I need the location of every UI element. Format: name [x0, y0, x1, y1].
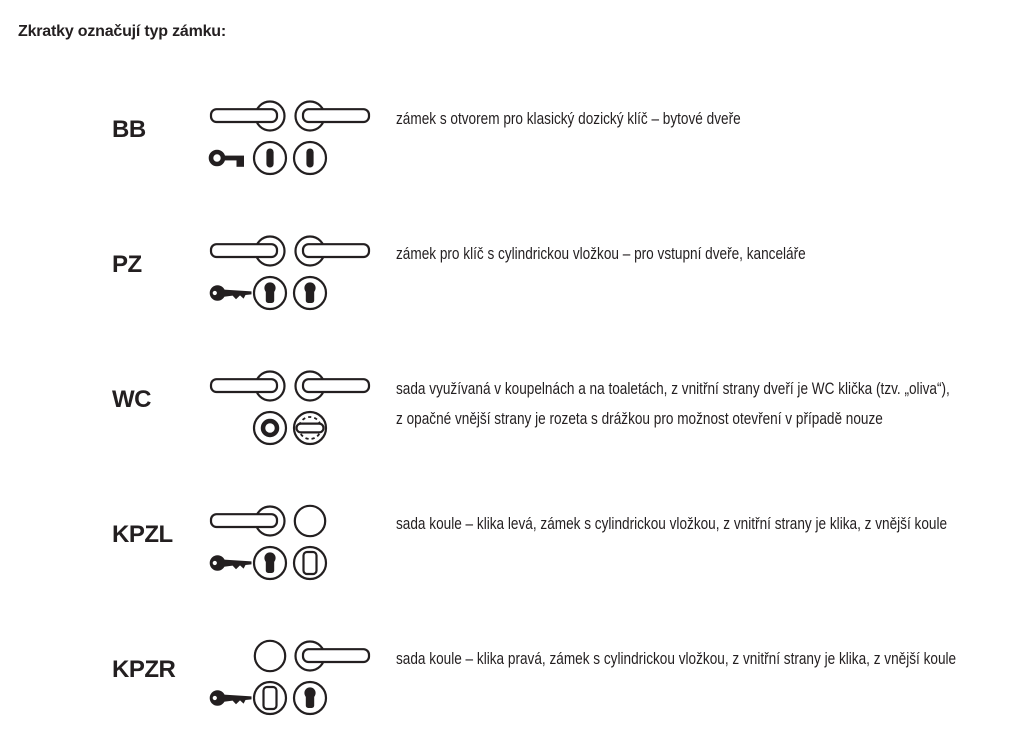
description-line: zámek pro klíč s cylindrickou vložkou – pro vstupní dveře, kanceláře	[396, 244, 806, 263]
lock-type-row	[0, 365, 1011, 450]
lock-type-abbr: KPZR	[112, 656, 176, 683]
pz-keyhole-rosette-icon	[254, 547, 286, 579]
blind-rosette-icon	[254, 682, 286, 714]
description-line: sada koule – klika levá, zámek s cylindrickou vložkou, z vnitřní strany je klika, z vnější koule	[396, 514, 948, 533]
bb-keyhole-rosette-icon	[254, 142, 286, 174]
lock-set-icon	[205, 95, 375, 180]
description-line: zámek s otvorem pro klasický dozický klíč – bytové dveře	[396, 109, 741, 128]
lever-left-handle-icon	[211, 102, 285, 131]
door-knob-icon	[295, 506, 325, 536]
lever-left-handle-icon	[211, 372, 285, 401]
lock-type-row	[0, 635, 1011, 720]
lock-type-description	[396, 104, 741, 134]
lock-type-abbr: BB	[112, 116, 146, 143]
description-line: sada koule – klika pravá, zámek s cylindrickou vložkou, z vnitřní strany je klika, z vnější koule	[396, 649, 957, 668]
description-line: sada využívaná v koupelnách a na toaletách, z vnitřní strany dveří je WC klička (tzv. „oliva“),	[396, 379, 950, 398]
lock-type-description	[396, 239, 806, 269]
lever-right-handle-icon	[296, 102, 370, 131]
cylinder-key-icon	[210, 690, 252, 706]
pz-keyhole-rosette-icon	[254, 277, 286, 309]
blind-rosette-icon	[294, 547, 326, 579]
description-line: z opačné vnější strany je rozeta s drážkou pro možnost otevření v případě nouze	[396, 409, 883, 428]
lock-type-row	[0, 230, 1011, 315]
lock-set-icon	[205, 500, 375, 585]
lock-type-row	[0, 500, 1011, 585]
lock-type-abbr: KPZL	[112, 521, 173, 548]
lock-set-icon	[205, 635, 375, 720]
lock-type-abbr: PZ	[112, 251, 142, 278]
lock-type-description	[396, 509, 947, 539]
lever-right-handle-icon	[296, 372, 370, 401]
cylinder-key-icon	[210, 555, 252, 571]
lock-set-icon	[205, 230, 375, 315]
lever-right-handle-icon	[296, 237, 370, 266]
lock-type-description	[396, 644, 956, 674]
lock-type-row	[0, 95, 1011, 180]
page-title: Zkratky označují typ zámku:	[18, 23, 226, 40]
lever-left-handle-icon	[211, 507, 285, 536]
door-knob-icon	[255, 641, 285, 671]
lever-left-handle-icon	[211, 237, 285, 266]
emergency-slot-rosette-icon	[254, 412, 286, 444]
lock-type-abbr: WC	[112, 386, 151, 413]
bb-keyhole-rosette-icon	[294, 142, 326, 174]
pz-keyhole-rosette-icon	[294, 682, 326, 714]
cylinder-key-icon	[210, 285, 252, 301]
classic-key-icon	[211, 152, 244, 167]
wc-oliva-rosette-icon	[294, 412, 326, 444]
pz-keyhole-rosette-icon	[294, 277, 326, 309]
lever-right-handle-icon	[296, 642, 370, 671]
lock-set-icon	[205, 365, 375, 450]
lock-type-description	[396, 374, 950, 434]
